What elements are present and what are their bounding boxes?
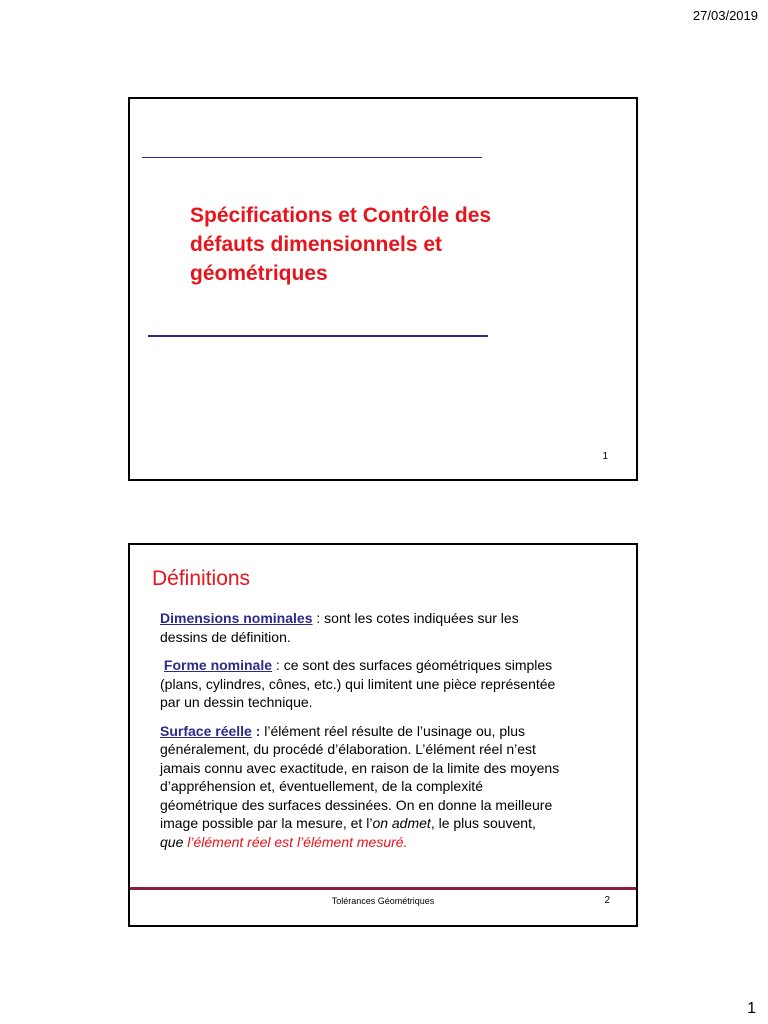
term-forme-nominale: Forme nominale (163, 657, 273, 673)
definition-dimensions-nominales: Dimensions nominales : sont les cotes indiquées sur les dessins de définition. (160, 610, 519, 645)
page-number: 1 (747, 1000, 756, 1017)
definition-surface-reelle: Surface réelle : l’élément réel résulte de l’usinage ou, plus généralement, du procédé d’élaboration. L’élément réel n’est jamais connu avec exactitude, en raison de la limite des moyens d’appréhension et, éventuellement, de la complexité géométrique des surfaces dessinées. On en donne la meilleure image possible par la mesure, et l’on admet, le plus souvent, que l’élément réel est l’élément mesuré. (160, 722, 560, 850)
title-line-2: défauts dimensionnels et (190, 233, 443, 256)
title-line-1: Spécifications et Contrôle des (190, 204, 492, 227)
footer-bar (130, 887, 636, 890)
slide-number: 2 (604, 895, 610, 906)
slide-heading: Définitions (152, 567, 251, 590)
print-date: 27/03/2019 (692, 8, 758, 23)
slide-1 (128, 97, 638, 481)
slide-2 (128, 543, 638, 927)
definition-forme-nominale: Forme nominale : ce sont des surfaces géométriques simples (plans, cylindres, cônes, etc.) qui limitent une pièce représentée par un dessin technique. (160, 657, 556, 710)
footer-text: Tolérances Géométriques (331, 896, 435, 906)
bottom-divider (148, 335, 488, 337)
definitions-body (160, 609, 620, 861)
top-divider (142, 157, 482, 158)
term-surface-reelle: Surface réelle (160, 722, 252, 739)
slide-title (190, 201, 590, 288)
slide-number: 1 (602, 451, 608, 462)
title-line-3: géométriques (190, 262, 328, 285)
term-dimensions-nominales: Dimensions nominales (160, 610, 313, 626)
